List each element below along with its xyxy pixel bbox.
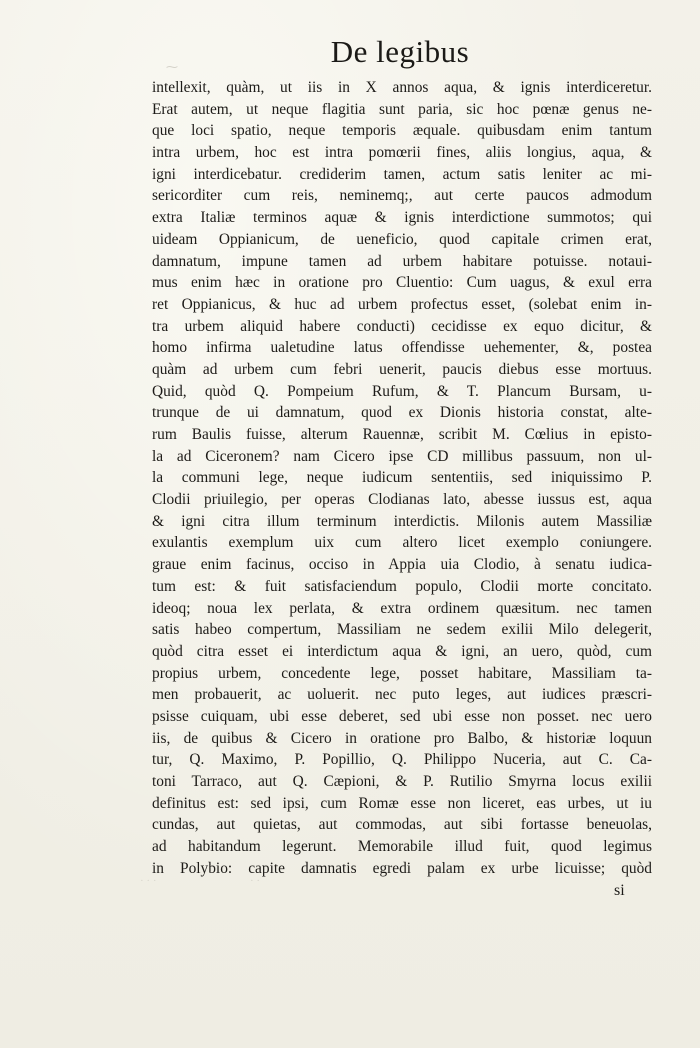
text-line: quòd citra esset ei interdictum aqua & igni, an uero, quòd, cum: [152, 642, 652, 660]
text-line: la ad Ciceronem? nam Cicero ipse CD millibus passuum, non ul-: [152, 447, 652, 465]
text-line: rum Baulis fuisse, alterum Rauennæ, scribit M. Cœlius in episto-: [152, 426, 652, 443]
bleed-through-mark: · · ·: [140, 875, 157, 887]
text-line: tum est: & fuit satisfaciendum populo, Clodii morte concitato.: [152, 577, 652, 595]
catchword: si: [614, 882, 625, 899]
text-line: extra Italiæ terminos aquæ & ignis interdictione summotos; qui: [152, 209, 652, 227]
running-head: De legibus: [330, 34, 470, 69]
text-line: que loci spatio, neque temporis æquale. quibusdam enim tantum: [152, 122, 652, 140]
text-line: ret Oppianicus, & huc ad urbem profectus esset, (solebat enim in-: [152, 295, 652, 313]
text-line: Clodii priuilegio, per operas Clodianas lato, abesse iussus est, aqua: [152, 491, 652, 509]
text-line: toni Tarraco, aut Q. Cæpioni, & P. Rutilio Smyrna locus exilii: [152, 773, 652, 790]
text-line: Erat autem, ut neque flagitia sunt paria, sic hoc pœnæ genus ne-: [152, 100, 652, 118]
text-line: ad habitandum legerunt. Memorabile illud fuit, quod legimus: [152, 838, 652, 856]
text-line: men probauerit, ac uoluerit. nec puto leges, aut iudices præscri-: [152, 686, 652, 704]
bleed-through-mark: · ·: [250, 875, 261, 887]
bleed-through-mark: ⁓: [166, 60, 178, 74]
text-line: graue enim facinus, occiso in Appia uia Clodio, à senatu iudica-: [152, 556, 652, 574]
text-line: intellexit, quàm, ut iis in X annos aqua, & ignis interdiceretur.: [152, 79, 652, 96]
text-line: propius urbem, concedente lege, posset habitare, Massiliam ta-: [152, 664, 652, 682]
text-line: uideam Oppianicum, de ueneficio, quod capitale crimen erat,: [152, 230, 652, 248]
text-line: exulantis exemplum uix cum altero licet exemplo coniungere.: [152, 534, 652, 552]
text-line: quàm ad urbem cum febri uenerit, paucis diebus esse mortuus.: [152, 360, 652, 378]
text-line: & igni citra illum terminum interdictis. Milonis autem Massiliæ: [152, 512, 652, 530]
body-text: [152, 77, 652, 879]
text-line: ideoq; noua lex perlata, & extra ordinem quæsitum. nec tamen: [152, 599, 652, 617]
text-line: cundas, aut quietas, aut commodas, aut sibi fortasse beneuolas,: [152, 816, 652, 834]
text-line: satis habeo compertum, Massiliam ne sedem exilii Milo delegerit,: [152, 621, 652, 639]
text-line: damnatum, impune tamen ad urbem habitare potuisse. notaui-: [152, 252, 652, 270]
text-line: psisse cuiquam, ubi esse deberet, sed ubi esse non posset. nec uero: [152, 707, 652, 725]
text-line: la communi lege, neque iudicum sententiis, sed iniquissimo P.: [152, 469, 652, 487]
text-line: in Polybio: capite damnatis egredi palam ex urbe licuisse; quòd: [152, 859, 652, 877]
text-line: iis, de quibus & Cicero in oratione pro Balbo, & historiæ loquun: [152, 729, 652, 747]
text-line: tur, Q. Maximo, P. Popillio, Q. Philippo Nuceria, aut C. Ca-: [152, 751, 652, 769]
text-line: igni interdicebatur. crediderim tamen, actum satis leniter ac mi-: [152, 165, 652, 183]
text-line: definitus est: sed ipsi, cum Romæ esse non liceret, eas urbes, ut iu: [152, 794, 652, 812]
text-line: homo infirma ualetudine latus offendisse uehementer, &, postea: [152, 339, 652, 357]
text-line: tra urbem aliquid habere conducti) cecidisse ex equo dicitur, &: [152, 317, 652, 335]
text-line: trunque de ui damnatum, quod ex Dionis historia constat, alte-: [152, 404, 652, 422]
text-line: sericorditer cum reis, neminemq;, aut certe paucos admodum: [152, 187, 652, 205]
text-line: intra urbem, hoc est intra pomœrii fines, aliis longius, aqua, &: [152, 144, 652, 162]
text-line: Quid, quòd Q. Pompeium Rufum, & T. Plancum Bursam, u-: [152, 382, 652, 400]
text-line: mus enim hæc in oratione pro Cluentio: Cum uagus, & exul erra: [152, 274, 652, 292]
